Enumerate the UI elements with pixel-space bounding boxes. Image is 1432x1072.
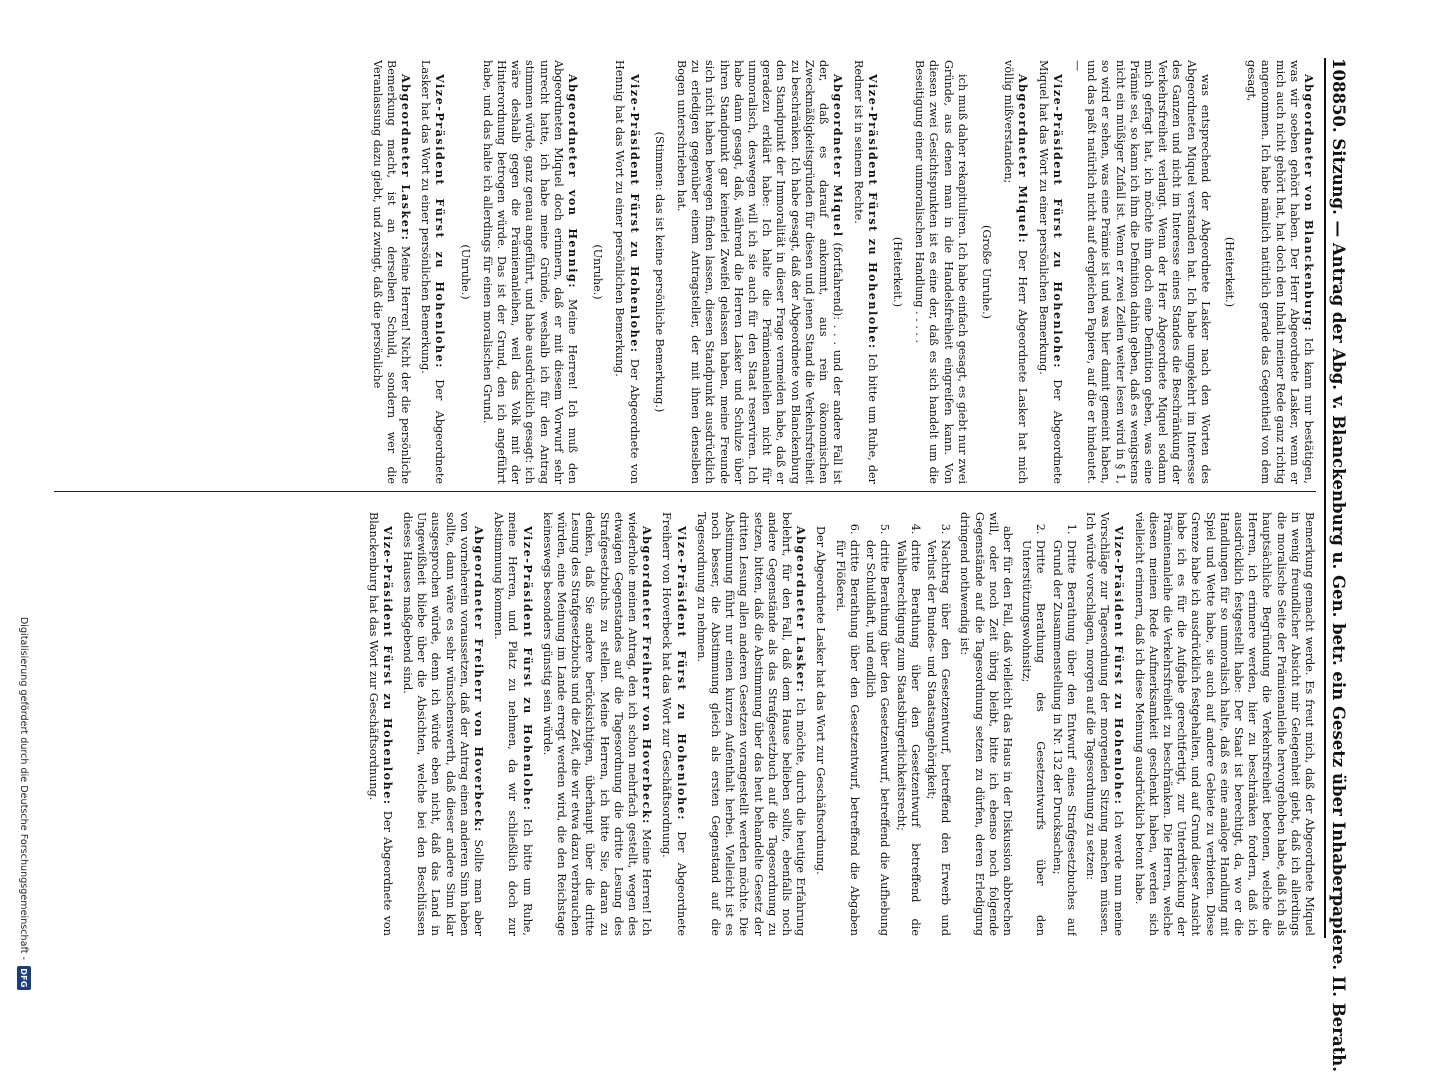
speaker-name: Vize-Präsident Fürst zu Hohenlohe: [865,74,880,350]
paragraph: ich muß daher rekapituliren. Ich habe einfach gesagt, es giebt nur zwei Gründe, aus denen man in die Handelsfreiheit eingreifen kann. Von diesen zwei Gesichtspunkten ist es eine der, daß es sich handelt um die Beseitigung einer unmoralischen Handlung . . . . . [913,60,969,484]
speaker-name: Abgeordneter Lasker: [399,74,414,242]
interjection: (Unruhe.) [458,244,472,300]
paragraph [418,60,447,484]
agenda-list [1019,512,1078,936]
dfg-logo-icon: DFG [17,966,31,990]
page-number: 1088 [1329,58,1348,104]
speech-text: Der Abgeordnete Miquel hat das Wort zu einer persönlichen Bemerkung. [1036,60,1064,484]
speaker-name: Vize-Präsident Fürst zu Hohenlohe: [1050,74,1065,369]
left-column [46,60,1316,484]
list-item: 1. Dritte Berathung über den Entwurf eines Strafgesetzbuches auf Grund der Zusammenstellung in Nr. 132 der Drucksachen; [1049,538,1077,936]
list-item: 3. Nachtrag über den Gesetzentwurf, betreffend den Erwerb und Verlust der Bundes- und Staatsangehörigkeit; [924,538,952,936]
speaker-name: Vize-Präsident Fürst zu Hohenlohe: [380,526,395,806]
list-item: 6. dritte Berathung über den Gesetzentwurf, betreffend die Abgaben für Flößerei. [833,538,861,936]
page-header [1324,58,1360,1072]
interjection: (Heiterkeit.) [1222,236,1236,308]
speech-text: Meine Herren! Ich wiederhole meinen Antrag, den ich schon mehrfach gestellt, wegen des etwaigen Gegenstandes auf die Tagesordnung die dritte Lesung des Strafgesetzbuchs zu stellen. Meine Herren, ich bitte Sie, daran zu denken, daß Sie andere berücksichtigen, überhaupt über die dritte Lesung des Strafgesetzbuchs und die Zeit, die wir etwa dazu verbrauchen würden, eine Meinung im Lande erregt werden wird, die den Reichstage keineswegs besonders günstig sein würde. [540,512,654,936]
speaker-name: Vize-Präsident Fürst zu Hohenlohe: [627,74,642,354]
speech-text: Ich bitte um Ruhe, meine Herren, und Platz zu nehmen, da wir schließlich doch zur Abstimmung kommen. [492,512,534,936]
speech-text: Der Abgeordnete Freiherr von Hoverbeck hat das Wort zur Geschäftsordnung. [660,512,688,936]
paragraph [1035,60,1064,484]
speaker-name: Vize-Präsident Fürst zu Hohenlohe: [674,526,689,821]
speaker-name: Abgeordneter Freiherr von Hoverbeck: [472,526,487,833]
paragraph [400,512,486,936]
speech-text: Sollte man aber von vorneherein voraussetzen, daß der Antrag einen anderen Sinn haben sollte, dann wäre es sehr wünschenswerth, daß dieser andere Sinn klar ausgesprochen würde, denn ich würde eben nicht, daß das Land in Ungewißheit bliebe über die Absichten, welche bei den Beschlüssen dieses Hauses maßgebend sind. [401,512,486,936]
speech-lead: Der [814,526,828,547]
speech-text: Meine Herren! Nicht der die persönliche Bemerkung macht, ist an derselben Schuld, sondern wer die Veranlassung dazu giebt, und zwingt, daß die persönliche [370,60,413,484]
paragraph [365,512,394,936]
session-title: 50. Sitzung. — Antrag der Abg. v. Blanckenburg u. Gen. betr. ein Gesetz über Inhaberpapiere. II. Berath. [1329,103,1348,1072]
paragraph [491,512,535,936]
speech-text: Meine Herren! Ich muß den Abgeordneten Miquel doch erinnern, daß er mit diesem Vorwurf sehr unrecht hatte, ich habe meine Gründe, weshalb ich für den Antrag stimmen würde, ganz genau angeführt, und habe ausdrücklich gesagt: ich wäre deshalb gegen die Prämienanleihen, weil das Volk mit der Hinterordnung betrogen würde. Das ist der Grund, den ich angeführt habe, und das halte ich allerdings für einen moralischen Grund. [480,60,580,484]
speaker-name: Vize-Präsident Fürst zu Hohenlohe: [1112,526,1127,806]
speech-text: Ich bitte um Ruhe, der Redner ist in seinem Rechte. [851,60,879,484]
interjection: (Große Unruhe.) [979,225,993,319]
speech-text: Abgeordnete Lasker hat das Wort zur Geschäftsordnung. [814,550,828,875]
paragraph [369,60,413,484]
speech-text: Der Herr Abgeordnete Lasker hat mich völlig mißverstanden; [1002,60,1030,484]
paragraph: was entsprechend der Abgeordnete Lasker nach den Worten des Abgeordneten Miquel verstanden hat. Ich habe umgekehrt im Interesse des Ganzen und nicht im Interesse eines Standes die Beschränkung der Verkehrsfreiheit verlangt. Wenn der Herr Abgeordnete Miquel sodann mich gefragt hat, ich möchte ihm doch eine Definition geben, was eine Prämie sei, so kann ich ihm die Definition dahin geben, daß es wenigstens nicht ein müßiger Zufall ist. Wenn er zwei Zeilen weiter lesen wird in § 1, so wird er sehen, was eine Prämie ist und was hier damit gemeint haben, und das paßt natürlich nicht auf dergleichen Papiere, auf die er hindeutet. — [1070,60,1212,484]
paragraph [813,512,827,936]
paragraph [659,512,688,936]
paragraph [1244,60,1316,484]
speaker-name: Abgeordneter von Blanckenburg: [1302,74,1316,333]
speaker-name: Abgeordneter Freiherr von Hoverbeck: [640,526,655,825]
paragraph [674,60,845,484]
paragraph [1001,60,1030,484]
interjection: (Stimmen: das ist keine persönliche Bemerkung.) [652,131,666,413]
speaker-name: Abgeordneter Miquel: [1016,74,1031,245]
speaker-name: Vize-Präsident Fürst zu Hohenlohe: [433,74,448,369]
list-item: 4. dritte Berathung über den Gesetzentwurf betreffend die Wahlberechtigung zum Staatsbürgerlichkeitsrecht; [893,538,921,936]
interjection: (Unruhe.) [591,244,605,300]
speech-text: Der Abgeordnete Lasker hat das Wort zu einer persönlichen Bemerkung. [419,60,447,484]
paragraph: Bemerkung gemacht werde. Es freut mich, daß der Abgeordnete Miquel in wenig freundlicher Absicht mir Gelegenheit giebt, daß ich allerdings die moralische Seite der Prämienanleihe hervorgehoben habe, daß ich als hauptsächliche Begründung die Verkehrsfreiheit betonen, welche die Herren, ich erinnere werden, hier zu beschränken fordern, daß ich ausdrücklich festgestellt habe: Der Staat ist berechtigt, da, wo er die Handlungen für so unmoralisch halte, daß es eine analoge Handlung mit Spiel und Wette habe, sie auch auf andere Gebiete zu verbieten. Diese Grenze habe ich ausdrücklich festgehalten, und auf Grund dieser Ansicht habe ich es für die Aufgabe gerechtfertigt, zur Unterdrückung der Prämienanleihe die Verkehrsfreiheit zu beschränken. Die Herren, welche diesen meinen Rede Aufmerksamkeit geschenkt haben, werden sich vielleicht erinnern, daß ich diese Meinung ausdrücklich betont habe. [1132,512,1316,936]
right-column [46,512,1316,936]
speech-text: Ich kann nur bestätigen, was wir soeben gehört haben. Der Herr Abgeordnete Lasker, wenn er mich auch nicht gehört hat, hat doch den Inhalt meiner Rede ganz richtig angenommen. Ich habe nämlich natürlich gerade das Gegentheil von dem gesagt, [1245,60,1315,484]
paragraph [480,60,580,484]
agenda-list [833,512,953,936]
speech-text: Der Abgeordnete von Blanckenburg hat das Wort zur Geschäftsordnung. [366,512,394,936]
speech-text: (fortfahrend): . . . und der andere Fall ist der, daß es darauf ankommt, aus rein ökonomischen Zweckmäßigkeitsgründen für diesen und jenen Stand die Verkehrsfreiheit zu beschränken. Ich habe gesagt, daß der Abgeordnete von Blanckenburg den Standpunkt der Immoralität in dieser Frage vermeiden habe, daß er geradezu erklärt habe: Ich halte die Prämienanleihen nicht für unmoralisch, deswegen will ich sie auch für den Staat reserviren. Ich habe dann gesagt, daß, während die Herren Lasker und Schulze über ihren Standpunkt gar keinerlei Zweifel gelassen haben, meine Freunde sich nicht haben bewegen finden lassen, diesen Standpunkt ausdrücklich zu erledigen gegenüber einem Antragsteller, der mit ihnen denselben Bogen unterschrieben hat. [675,60,845,484]
speech-text: Ich möchte, durch die heutige Erfahrung belehrt, für den Fall, daß dem Hause belieben sollte, ebenfalls noch andere Gegenstände als das Strafgesetzbuch auf die Tagesordnung zu setzen, bitten, daß die Abstimmung über das heut behandelte Gesetz der dritten Lesung allen anderen Gesetzen vorangestellt werden möchte. Die Abstimmung führt nur einen kurzen Aufenthalt herbei. Vielleicht ist es noch besser, die Abstimmung gleich als ersten Gegenstand auf die Tagesordnung zu nehmen. [694,512,808,936]
speaker-name: Abgeordneter Lasker: [794,526,809,694]
paragraph: aber für den Fall, daß vielleicht das Haus in der Diskussion abbrechen will, oder noch Zeit übrig bleibt, bitte ich ebenso noch folgende Gegenstände auf die Tagesordnung setzen zu dürfen, deren Erledigung dringend nothwendig ist: [958,512,1014,936]
paragraph [540,512,655,936]
paragraph [612,60,641,484]
list-item: 2. Dritte Berathung des Gesetzentwurfs über den Unterstützungswohnsitz; [1019,538,1047,936]
paragraph [850,60,879,484]
paragraph [1083,512,1127,936]
speaker-name: Abgeordneter Miquel [831,74,846,238]
list-item: 5. dritte Berathung über den Gesetzentwurf, betreffend die Aufhebung der Schuldhaft, und endlich [863,538,891,936]
interjection: (Heiterkeit.) [890,236,904,308]
paragraph [694,512,809,936]
digitization-credit [6,0,42,990]
column-divider [54,491,1316,492]
credit-text: Digitalisierung gefördert durch die Deutsche Forschungsgemeinschaft - [18,616,30,960]
speech-text: Ich werde nun meine Vorschläge zur Tagesordnung der morgenden Sitzung machen müssen. Ich würde vorschlagen, morgen auf die Tagesordnung zu setzen: [1083,512,1126,936]
speaker-name: Vize-Präsident Fürst zu Hohenlohe: [520,526,535,812]
speaker-name: Abgeordneter von Hennig: [566,74,581,289]
speech-text: Der Abgeordnete von Hennig hat das Wort zu einer persönlichen Bemerkung. [613,60,641,484]
